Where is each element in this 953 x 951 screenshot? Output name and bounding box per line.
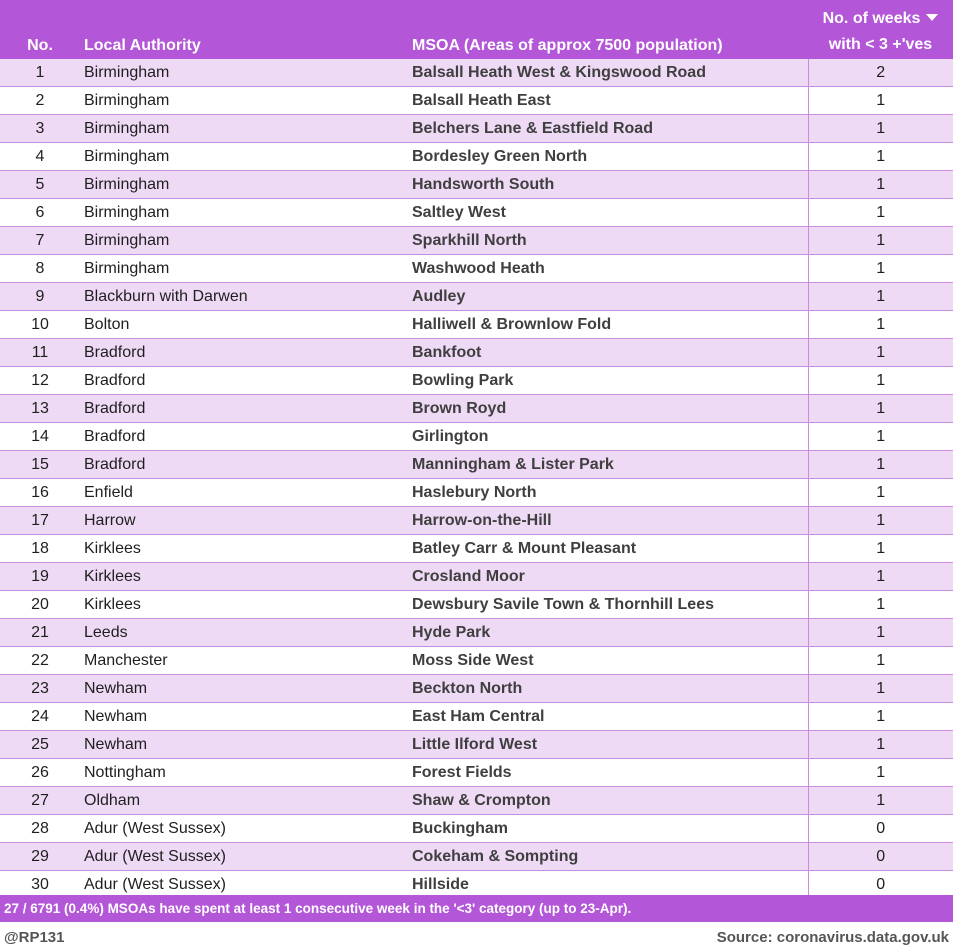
cell-local-authority: Kirklees (80, 591, 408, 619)
cell-local-authority: Adur (West Sussex) (80, 843, 408, 871)
cell-local-authority: Adur (West Sussex) (80, 871, 408, 899)
cell-weeks: 1 (808, 423, 953, 451)
cell-weeks: 1 (808, 591, 953, 619)
cell-local-authority: Birmingham (80, 87, 408, 115)
cell-msoa: Batley Carr & Mount Pleasant (408, 535, 808, 563)
cell-no: 17 (0, 507, 80, 535)
cell-msoa: Sparkhill North (408, 227, 808, 255)
cell-local-authority: Kirklees (80, 563, 408, 591)
cell-msoa: Little Ilford West (408, 731, 808, 759)
cell-no: 16 (0, 479, 80, 507)
cell-weeks: 1 (808, 759, 953, 787)
table-row (0, 311, 953, 339)
cell-msoa: Handsworth South (408, 171, 808, 199)
table-row (0, 479, 953, 507)
cell-weeks: 1 (808, 395, 953, 423)
table-body (0, 59, 953, 899)
cell-weeks: 1 (808, 339, 953, 367)
cell-local-authority: Harrow (80, 507, 408, 535)
cell-no: 14 (0, 423, 80, 451)
cell-msoa: Audley (408, 283, 808, 311)
cell-weeks: 1 (808, 703, 953, 731)
cell-local-authority: Birmingham (80, 59, 408, 87)
cell-msoa: Moss Side West (408, 647, 808, 675)
cell-no: 22 (0, 647, 80, 675)
cell-local-authority: Bolton (80, 311, 408, 339)
cell-local-authority: Kirklees (80, 535, 408, 563)
cell-weeks: 1 (808, 787, 953, 815)
table-row (0, 367, 953, 395)
table-row (0, 59, 953, 87)
cell-msoa: Girlington (408, 423, 808, 451)
table-row (0, 87, 953, 115)
cell-msoa: Bordesley Green North (408, 143, 808, 171)
table-row (0, 535, 953, 563)
cell-msoa: Hyde Park (408, 619, 808, 647)
cell-msoa: Washwood Heath (408, 255, 808, 283)
cell-weeks: 1 (808, 115, 953, 143)
cell-no: 4 (0, 143, 80, 171)
table-row (0, 395, 953, 423)
cell-msoa: East Ham Central (408, 703, 808, 731)
cell-local-authority: Newham (80, 731, 408, 759)
table-row (0, 283, 953, 311)
cell-no: 10 (0, 311, 80, 339)
table-row (0, 759, 953, 787)
cell-no: 26 (0, 759, 80, 787)
header-weeks-line2: with < 3 +'ves (828, 36, 933, 53)
cell-local-authority: Birmingham (80, 171, 408, 199)
cell-msoa: Dewsbury Savile Town & Thornhill Lees (408, 591, 808, 619)
table-row (0, 507, 953, 535)
table-row (0, 255, 953, 283)
cell-msoa: Belchers Lane & Eastfield Road (408, 115, 808, 143)
cell-no: 5 (0, 171, 80, 199)
cell-msoa: Brown Royd (408, 395, 808, 423)
cell-no: 15 (0, 451, 80, 479)
cell-weeks: 1 (808, 199, 953, 227)
cell-no: 7 (0, 227, 80, 255)
cell-no: 27 (0, 787, 80, 815)
cell-no: 24 (0, 703, 80, 731)
table-row (0, 115, 953, 143)
header-msoa: MSOA (Areas of approx 7500 population) (408, 0, 808, 59)
cell-weeks: 1 (808, 619, 953, 647)
cell-weeks: 1 (808, 283, 953, 311)
header-local-authority: Local Authority (80, 0, 408, 59)
cell-local-authority: Bradford (80, 423, 408, 451)
cell-weeks: 0 (808, 843, 953, 871)
cell-msoa: Buckingham (408, 815, 808, 843)
cell-local-authority: Manchester (80, 647, 408, 675)
cell-msoa: Saltley West (408, 199, 808, 227)
cell-weeks: 1 (808, 255, 953, 283)
cell-local-authority: Birmingham (80, 143, 408, 171)
cell-weeks: 1 (808, 731, 953, 759)
header-weeks-line1: No. of weeks (822, 10, 921, 27)
cell-msoa: Halliwell & Brownlow Fold (408, 311, 808, 339)
cell-msoa: Crosland Moor (408, 563, 808, 591)
cell-msoa: Balsall Heath West & Kingswood Road (408, 59, 808, 87)
cell-local-authority: Bradford (80, 367, 408, 395)
cell-no: 23 (0, 675, 80, 703)
header-row (0, 0, 953, 59)
cell-msoa: Hillside (408, 871, 808, 899)
cell-no: 13 (0, 395, 80, 423)
table-row (0, 843, 953, 871)
cell-msoa: Haslebury North (408, 479, 808, 507)
table-row (0, 815, 953, 843)
cell-local-authority: Newham (80, 675, 408, 703)
cell-msoa: Balsall Heath East (408, 87, 808, 115)
cell-no: 25 (0, 731, 80, 759)
cell-local-authority: Bradford (80, 339, 408, 367)
cell-no: 29 (0, 843, 80, 871)
cell-weeks: 1 (808, 535, 953, 563)
cell-no: 2 (0, 87, 80, 115)
cell-weeks: 0 (808, 871, 953, 899)
cell-msoa: Beckton North (408, 675, 808, 703)
table-row (0, 591, 953, 619)
header-no: No. (0, 0, 80, 59)
cell-msoa: Forest Fields (408, 759, 808, 787)
cell-weeks: 1 (808, 451, 953, 479)
cell-no: 9 (0, 283, 80, 311)
table-row (0, 339, 953, 367)
sort-descending-icon[interactable] (926, 14, 938, 21)
table-row (0, 647, 953, 675)
cell-local-authority: Blackburn with Darwen (80, 283, 408, 311)
table-row (0, 423, 953, 451)
cell-local-authority: Nottingham (80, 759, 408, 787)
table-row (0, 563, 953, 591)
cell-weeks: 1 (808, 311, 953, 339)
cell-local-authority: Birmingham (80, 255, 408, 283)
table-row (0, 451, 953, 479)
source-note: Source: coronavirus.data.gov.uk (716, 929, 949, 946)
header-weeks[interactable] (808, 0, 953, 59)
cell-local-authority: Birmingham (80, 227, 408, 255)
cell-weeks: 2 (808, 59, 953, 87)
cell-no: 20 (0, 591, 80, 619)
table-row (0, 143, 953, 171)
cell-local-authority: Bradford (80, 451, 408, 479)
cell-no: 12 (0, 367, 80, 395)
cell-msoa: Bankfoot (408, 339, 808, 367)
table-row (0, 675, 953, 703)
cell-weeks: 1 (808, 647, 953, 675)
cell-weeks: 1 (808, 171, 953, 199)
table-row (0, 731, 953, 759)
cell-no: 30 (0, 871, 80, 899)
table-header (0, 0, 953, 59)
table-row (0, 703, 953, 731)
cell-weeks: 0 (808, 815, 953, 843)
cell-weeks: 1 (808, 675, 953, 703)
cell-weeks: 1 (808, 479, 953, 507)
cell-no: 8 (0, 255, 80, 283)
cell-msoa: Manningham & Lister Park (408, 451, 808, 479)
cell-no: 11 (0, 339, 80, 367)
cell-msoa: Harrow-on-the-Hill (408, 507, 808, 535)
cell-weeks: 1 (808, 227, 953, 255)
table-row (0, 227, 953, 255)
cell-no: 28 (0, 815, 80, 843)
cell-no: 19 (0, 563, 80, 591)
cell-weeks: 1 (808, 87, 953, 115)
cell-no: 18 (0, 535, 80, 563)
cell-weeks: 1 (808, 143, 953, 171)
footnote: 27 / 6791 (0.4%) MSOAs have spent at least 1 consecutive week in the '<3' category (up to 23-Apr). (0, 895, 953, 922)
cell-local-authority: Adur (West Sussex) (80, 815, 408, 843)
table-row (0, 619, 953, 647)
cell-msoa: Bowling Park (408, 367, 808, 395)
cell-weeks: 1 (808, 367, 953, 395)
cell-weeks: 1 (808, 563, 953, 591)
cell-local-authority: Oldham (80, 787, 408, 815)
cell-local-authority: Birmingham (80, 199, 408, 227)
table-row (0, 199, 953, 227)
table-row (0, 787, 953, 815)
cell-local-authority: Enfield (80, 479, 408, 507)
cell-no: 6 (0, 199, 80, 227)
cell-no: 3 (0, 115, 80, 143)
cell-local-authority: Newham (80, 703, 408, 731)
cell-no: 1 (0, 59, 80, 87)
cell-local-authority: Leeds (80, 619, 408, 647)
credit: @RP131 (4, 929, 65, 946)
cell-local-authority: Birmingham (80, 115, 408, 143)
cell-local-authority: Bradford (80, 395, 408, 423)
cell-weeks: 1 (808, 507, 953, 535)
cell-no: 21 (0, 619, 80, 647)
cell-msoa: Shaw & Crompton (408, 787, 808, 815)
cell-msoa: Cokeham & Sompting (408, 843, 808, 871)
table-row (0, 171, 953, 199)
